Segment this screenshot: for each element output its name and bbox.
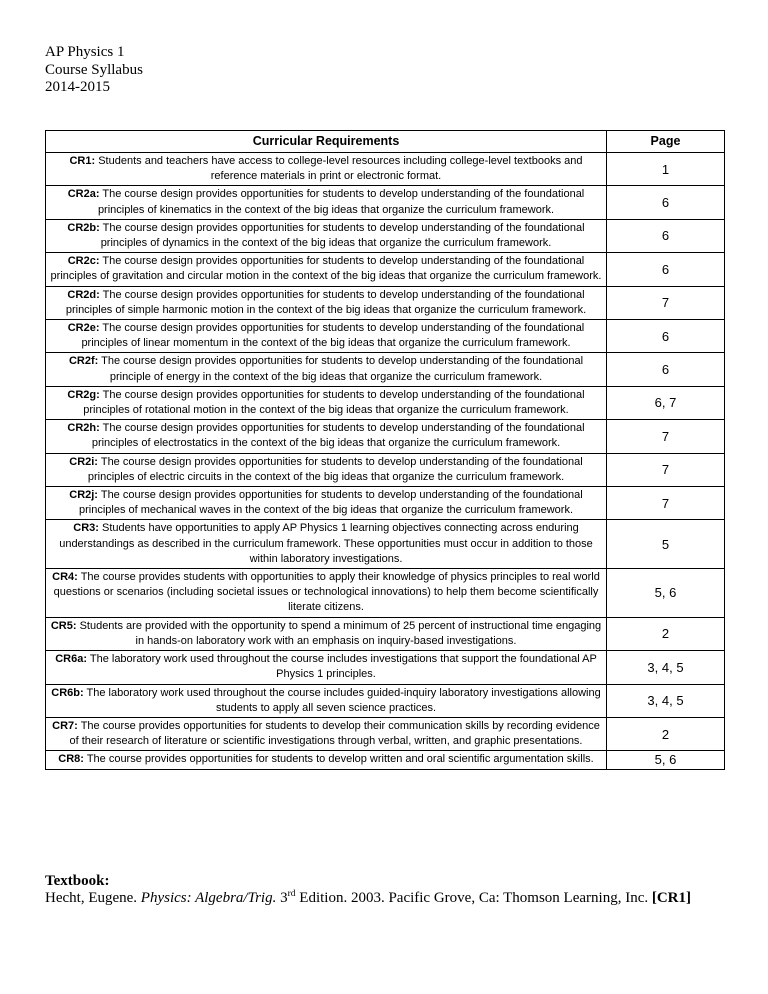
requirement-page: 6 [607, 186, 725, 219]
requirement-code: CR4: [52, 571, 78, 584]
requirement-page: 7 [607, 420, 725, 453]
table-row [46, 487, 725, 520]
requirement-text: The course design provides opportunities for students to develop understanding of the foundational principles of mechanical waves in the context of the big ideas that organize the curriculum framework. [78, 489, 583, 517]
requirement-code: CR6a: [55, 653, 87, 666]
requirement-description [46, 569, 607, 618]
requirement-description [46, 386, 607, 419]
requirement-text: The course design provides opportunities for students to develop understanding of the foundational principle of energy in the context of the big ideas that organize the curriculum framework. [101, 355, 584, 383]
requirement-description [46, 253, 607, 286]
document-type: Course Syllabus [45, 61, 143, 78]
textbook-title: Physics: Algebra/Trig. [140, 890, 277, 906]
requirement-page: 6 [607, 219, 725, 252]
requirement-text: The laboratory work used throughout the course includes investigations that support the foundational AP Physics 1 principles. [89, 653, 597, 681]
requirement-text: The course provides students with opportunities to apply their knowledge of physics principles to real world questions or scenarios (including societal issues or technological innovations) to help them become scientifically literate citizens. [53, 571, 600, 614]
requirement-page: 6 [607, 253, 725, 286]
requirement-text: The course design provides opportunities for students to develop understanding of the foundational principles of kinematics in the context of the big ideas that organize the curriculum framework. [97, 188, 585, 216]
textbook-cr-tag: [CR1] [651, 890, 692, 906]
page-column-header: Page [607, 131, 725, 153]
table-header-row [46, 131, 725, 153]
requirement-code: CR2j: [69, 489, 98, 502]
requirement-code: CR6b: [51, 686, 84, 699]
table-row [46, 617, 725, 650]
requirement-text: The course provides opportunities for students to develop written and oral scientific argumentation skills. [86, 753, 594, 766]
requirement-text: The course design provides opportunities for students to develop understanding of the foundational principles of rotational motion in the context of the big ideas that organize the curriculum framework. [83, 388, 585, 417]
requirement-text: The course design provides opportunities for students to develop understanding of the foundational principles of simple harmonic motion in the context of the big ideas that organize the curriculum framework. [65, 288, 587, 316]
table-row [46, 286, 725, 319]
requirement-page: 7 [607, 286, 725, 319]
school-year: 2014-2015 [45, 79, 110, 95]
requirement-page: 2 [607, 717, 725, 750]
course-name: AP Physics 1 [45, 44, 125, 60]
requirement-description [46, 751, 607, 769]
requirement-page: 5, 6 [607, 751, 725, 769]
requirement-code: CR5: [50, 619, 77, 632]
requirement-code: CR1: [69, 155, 96, 167]
table-row [46, 386, 725, 419]
table-row [46, 253, 725, 286]
textbook-heading: Textbook: [45, 873, 110, 889]
requirement-text: The course design provides opportunities for students to develop understanding of the foundational principles of linear momentum in the context of the big ideas that organize the curriculum framework. [81, 322, 585, 350]
requirement-description [46, 153, 607, 186]
requirement-code: CR2c: [67, 255, 100, 268]
table-row [46, 153, 725, 186]
requirement-code: CR2a: [67, 188, 100, 201]
requirement-description [46, 684, 607, 717]
requirement-page: 7 [607, 453, 725, 486]
requirement-text: The course design provides opportunities for students to develop understanding of the foundational principles of electrostatics in the context of the big ideas that organize the curriculum framework. [91, 422, 585, 450]
table-row [46, 320, 725, 353]
requirement-description [46, 420, 607, 453]
table-row [46, 751, 725, 769]
table-row [46, 651, 725, 684]
requirement-page: 6 [607, 353, 725, 386]
requirement-text: Students and teachers have access to college-level resources including college-level textbooks and reference materials in print or electronic format. [98, 155, 583, 183]
requirement-page: 6 [607, 320, 725, 353]
requirement-page: 7 [607, 487, 725, 520]
requirement-text: The course design provides opportunities for students to develop understanding of the foundational principles of dynamics in the context of the big ideas that organize the curriculum framework. [100, 221, 585, 250]
table-row [46, 420, 725, 453]
textbook-publication: Edition. 2003. Pacific Grove, Ca: Thomson Learning, Inc. [299, 890, 649, 906]
table-row [46, 520, 725, 569]
requirement-description [46, 286, 607, 319]
table-row [46, 219, 725, 252]
requirement-page: 5 [607, 520, 725, 569]
requirement-description [46, 717, 607, 750]
table-row [46, 717, 725, 750]
requirement-text: The course design provides opportunities for students to develop understanding of the foundational principles of electric circuits in the context of the big ideas that organize the curriculum framework. [87, 455, 583, 483]
requirement-page: 3, 4, 5 [607, 651, 725, 684]
requirement-text: The course design provides opportunities for students to develop understanding of the foundational principles of gravitation and circular motion in the context of the big ideas that organize the curriculum framework. [50, 255, 602, 283]
requirement-code: CR2f: [68, 355, 99, 368]
requirement-page: 2 [607, 617, 725, 650]
textbook-author: Hecht, Eugene. [45, 890, 138, 906]
requirement-text: The course provides opportunities for students to develop their communication skills by recording evidence of their research of literature or scientific investigations through verbal, written, and graphic presentations. [69, 719, 600, 748]
requirement-description [46, 453, 607, 486]
requirement-text: Students have opportunities to apply AP Physics 1 learning objectives connecting across enduring understandings as described in the curriculum framework. These opportunities must occur in addition to those within laboratory investigations. [59, 522, 593, 565]
requirement-description [46, 487, 607, 520]
requirement-code: CR8: [58, 753, 84, 766]
requirement-code: CR2e: [67, 322, 100, 335]
requirement-description [46, 520, 607, 569]
document-header [45, 44, 143, 97]
requirement-text: The laboratory work used throughout the course includes guided-inquiry laboratory investigations allowing students to apply all seven science practices. [86, 686, 601, 714]
requirement-description [46, 320, 607, 353]
table-row [46, 684, 725, 717]
requirement-code: CR2d: [67, 288, 100, 301]
requirements-column-header: Curricular Requirements [46, 131, 607, 153]
requirement-code: CR2h: [67, 422, 100, 435]
textbook-edition-suffix: rd [287, 889, 296, 899]
requirement-code: CR2g: [67, 388, 100, 401]
requirement-description [46, 651, 607, 684]
requirement-page: 1 [607, 153, 725, 186]
table-row [46, 186, 725, 219]
requirement-code: CR3: [73, 522, 99, 535]
requirement-description [46, 219, 607, 252]
textbook-edition-number: 3 [280, 890, 288, 906]
table-row [46, 569, 725, 618]
textbook-section [45, 873, 691, 907]
requirement-code: CR2b: [67, 221, 100, 234]
requirement-code: CR7: [52, 719, 78, 732]
requirement-description [46, 617, 607, 650]
requirement-description [46, 353, 607, 386]
table-row [46, 353, 725, 386]
requirement-page: 3, 4, 5 [607, 684, 725, 717]
requirement-page: 6, 7 [607, 386, 725, 419]
requirement-description [46, 186, 607, 219]
requirement-code: CR2i: [69, 455, 98, 468]
curricular-requirements-table [45, 130, 725, 770]
table-row [46, 453, 725, 486]
requirement-page: 5, 6 [607, 569, 725, 618]
textbook-citation [45, 890, 691, 907]
requirement-text: Students are provided with the opportunity to spend a minimum of 25 percent of instructional time engaging in hands-on laboratory work with an emphasis on inquiry-based investigations. [79, 619, 602, 647]
